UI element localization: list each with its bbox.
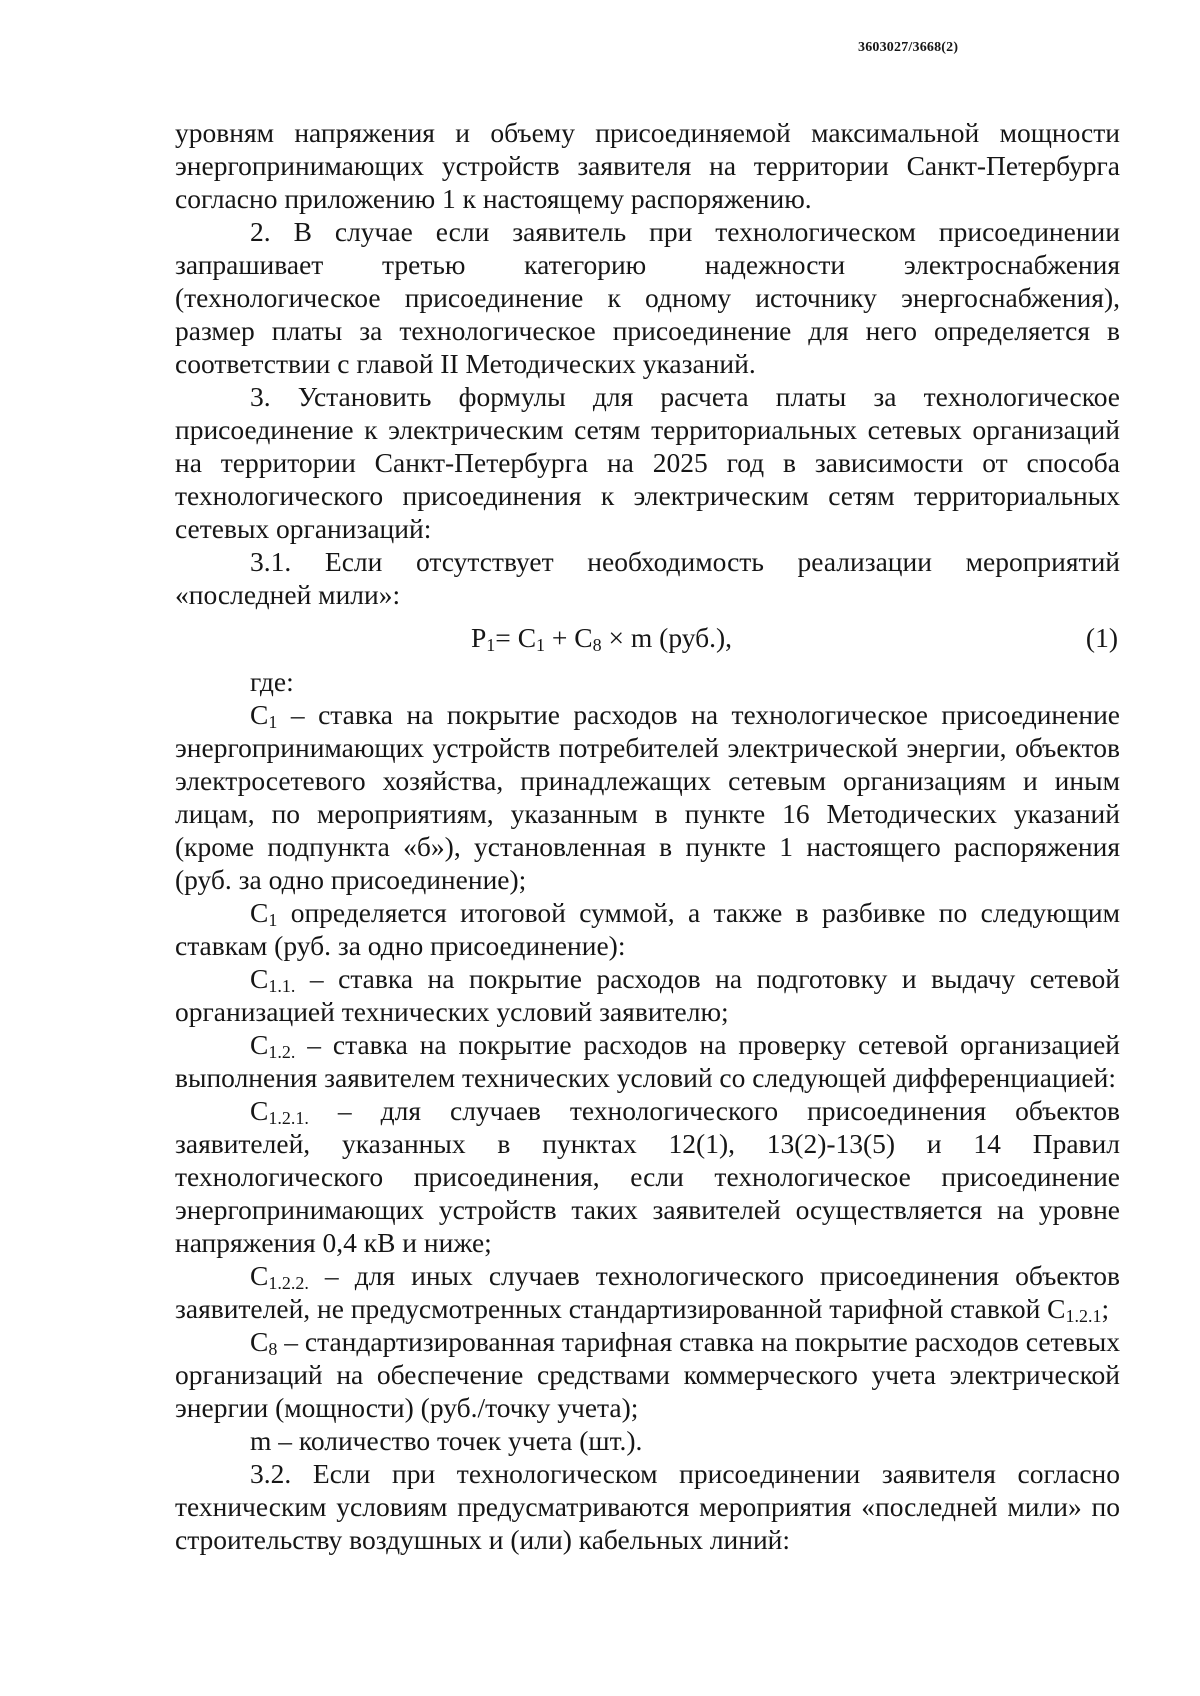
definition-c8: $С_8$ – стандартизированная тарифная ставка на покрытие расходов сетевых организаций на обеспечение средствами коммерческого учета электрической энергии (мощности) (руб./точку учета); xyxy=(175,1326,1120,1423)
definition-m: m – количество точек учета (шт.). xyxy=(250,1425,643,1456)
paragraph-3-1: 3.1. Если отсутствует необходимость реализации мероприятий «последней мили»: xyxy=(175,546,1120,610)
formula-1 xyxy=(175,617,1120,659)
formula-number: (1) xyxy=(1085,622,1118,653)
paragraph-3-2: 3.2. Если при технологическом присоединении заявителя согласно техническим условиям предусматриваются мероприятия «последней мили» по строительству воздушных и (или) кабельных линий: xyxy=(175,1458,1120,1555)
paragraph-3: 3. Установить формулы для расчета платы за технологическое присоединение к электрическим сетям территориальных сетевых организаций на территории Санкт-Петербурга на 2025 год в зависимости от способа технологического присоединения к электрическим сетям территориальных сетевых организаций: xyxy=(175,381,1120,544)
definition-c1-2-1: $С_{1.2.1.}$ – для случаев технологического присоединения объектов заявителей, указанных в пунктах 12(1), 13(2)-13(5) и 14 Правил технологического присоединения, если технологическое присоединение энергопринимающих устройств таких заявителей осуществляется на уровне напряжения 0,4 кВ и ниже; xyxy=(175,1095,1120,1258)
paragraph-2: 2. В случае если заявитель при технологическом присоединении запрашивает третью категорию надежности электроснабжения (технологическое присоединение к одному источнику энергоснабжения), размер платы за технологическое присоединение для него определяется в соответствии с главой II Методических указаний. xyxy=(175,216,1120,379)
definition-c1-2-2: $С_{1.2.2.}$ – для иных случаев технологического присоединения объектов заявителей, не предусмотренных стандартизированной тарифной ставкой $С_{1.2.1}$; xyxy=(175,1260,1120,1326)
definition-c1: $С_1$ – ставка на покрытие расходов на технологическое присоединение энергопринимающих устройств потребителей электрической энергии, объектов электросетевого хозяйства, принадлежащих сетевым организациям и иным лицам, по мероприятиям, указанным в пункте 16 Методических указаний (кроме подпункта «б»), установленная в пункте 1 настоящего распоряжения (руб. за одно присоединение); xyxy=(175,699,1120,895)
definition-c1-2: $С_{1.2.}$ – ставка на покрытие расходов на проверку сетевой организацией выполнения заявителем технических условий со следующей дифференциацией: xyxy=(175,1029,1120,1093)
paragraph-continuation: уровням напряжения и объему присоединяемой максимальной мощности энергопринимающих устройств заявителя на территории Санкт-Петербурга согласно приложению 1 к настоящему распоряжению. xyxy=(175,117,1120,214)
formula-expression: $P_1= С_1 + С_8 \times m$ (руб.), xyxy=(471,622,732,655)
document-body xyxy=(175,116,1120,1556)
document-number: 3603027/3668(2) xyxy=(858,40,959,55)
where-label: где: xyxy=(250,666,294,697)
definition-c1-1: $С_{1.1.}$ – ставка на покрытие расходов на подготовку и выдачу сетевой организацией технических условий заявителю; xyxy=(175,963,1120,1027)
definition-c1-split: $С_1$ определяется итоговой суммой, а также в разбивке по следующим ставкам (руб. за одно присоединение): xyxy=(175,897,1120,961)
